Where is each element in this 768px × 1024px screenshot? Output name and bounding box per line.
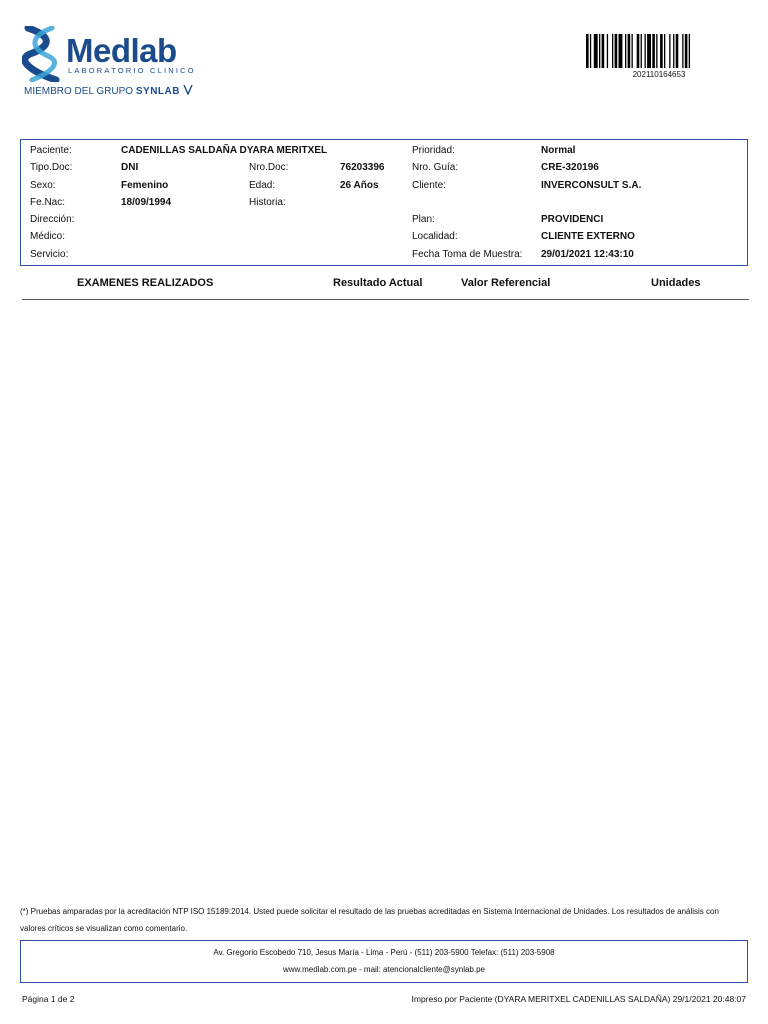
header-divider <box>22 299 749 300</box>
cliente-value: INVERCONSULT S.A. <box>541 180 642 191</box>
prioridad-value: Normal <box>541 145 576 156</box>
fenac-label: Fe.Nac: <box>30 197 66 208</box>
address-line: Av. Gregorio Escobedo 710, Jesus María - Lima - Perú - (511) 203-5900 Telefax: (511) 203-5908 <box>213 948 555 957</box>
col-valor-header: Valor Referencial <box>461 277 551 289</box>
medlab-logo <box>22 26 212 98</box>
address-box <box>20 940 748 983</box>
nrodoc-label: Nro.Doc: <box>249 162 289 173</box>
nroguia-value: CRE-320196 <box>541 162 599 173</box>
dna-helix-icon <box>22 26 64 82</box>
col-resultado-header: Resultado Actual <box>333 277 423 289</box>
localidad-label: Localidad: <box>412 231 458 242</box>
prioridad-label: Prioridad: <box>412 145 455 156</box>
member-prefix: MIEMBRO DEL GRUPO <box>24 86 134 97</box>
barcode-number: 202110164653 <box>632 70 686 79</box>
accreditation-footnote: (*) Pruebas amparadas por la acreditación NTP ISO 15189:2014. Usted puede solicitar el resultado de las pruebas acreditadas en Sistema Internacional de Unidades. Los resultados de análisis con valores críticos se visualizan como comentario. <box>20 907 719 933</box>
edad-value: 26 Años <box>340 180 379 191</box>
fecha-muestra-value: 29/01/2021 12:43:10 <box>541 249 634 260</box>
barcode-icon <box>586 34 732 68</box>
plan-value: PROVIDENCI <box>541 214 604 225</box>
edad-label: Edad: <box>249 180 276 191</box>
tipodoc-label: Tipo.Doc: <box>30 162 73 173</box>
historia-label: Historia: <box>249 197 286 208</box>
col-unidades-header: Unidades <box>651 277 701 289</box>
nrodoc-value: 76203396 <box>340 162 385 173</box>
nroguia-label: Nro. Guía: <box>412 162 459 173</box>
member-brand: SYNLAB <box>135 86 180 97</box>
page-number: Página 1 de 2 <box>22 994 75 1004</box>
web-mail-line: www.medlab.com.pe - mail: atencionalcliente@synlab.pe <box>283 965 485 974</box>
direccion-label: Dirección: <box>30 214 75 225</box>
paciente-label: Paciente: <box>30 145 72 156</box>
fenac-value: 18/09/1994 <box>121 197 172 208</box>
sexo-value: Femenino <box>121 180 169 191</box>
paciente-value: CADENILLAS SALDAÑA DYARA MERITXEL <box>121 145 328 156</box>
localidad-value: CLIENTE EXTERNO <box>541 231 635 242</box>
sexo-label: Sexo: <box>30 180 56 191</box>
col-examenes-header: EXAMENES REALIZADOS <box>77 277 214 289</box>
synlab-check-icon <box>183 84 193 95</box>
printed-by: Impreso por Paciente (DYARA MERITXEL CADENILLAS SALDAÑA) 29/1/2021 20:48:07 <box>411 994 746 1004</box>
servicio-label: Servicio: <box>30 249 69 260</box>
tipodoc-value: DNI <box>121 162 139 173</box>
logo-subtitle: LABORATORIO CLINICO <box>68 66 196 75</box>
group-membership <box>24 84 193 97</box>
cliente-label: Cliente: <box>412 180 446 191</box>
fecha-muestra-label: Fecha Toma de Muestra: <box>412 249 523 260</box>
patient-info-box <box>20 139 748 266</box>
logo-wordmark: Medlab <box>66 32 177 69</box>
plan-label: Plan: <box>412 214 435 225</box>
medico-label: Médico: <box>30 231 66 242</box>
